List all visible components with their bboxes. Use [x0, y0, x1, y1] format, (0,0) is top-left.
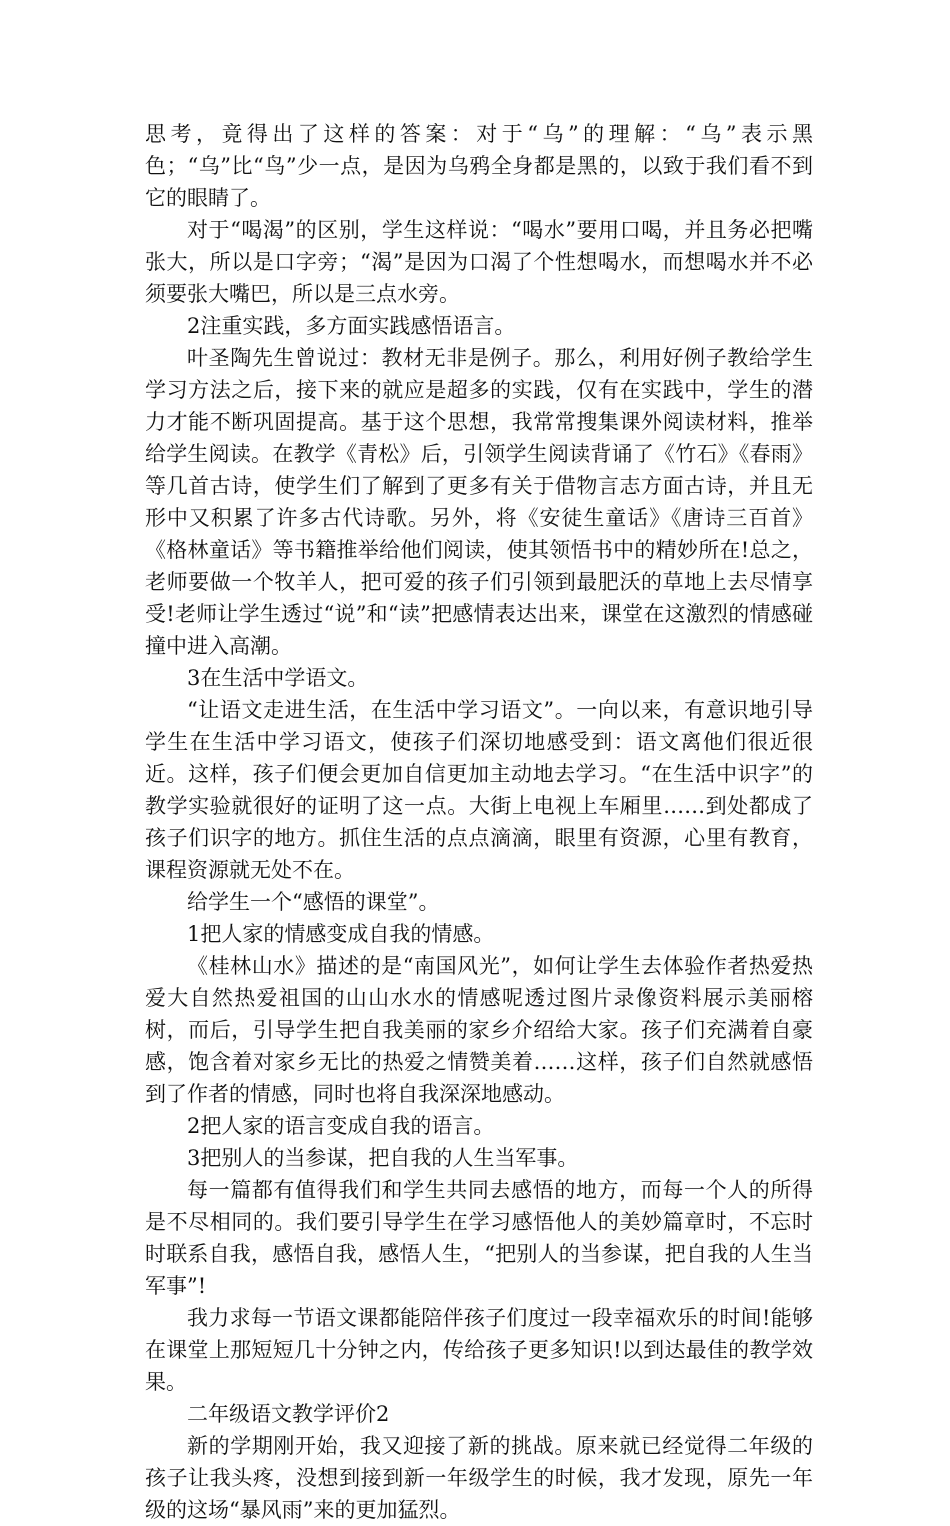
section-heading: 1把人家的情感变成自我的情感。 [187, 922, 495, 946]
document-title: 二年级语文教学评价2 [187, 1402, 390, 1426]
section-heading: 2注重实践，多方面实践感悟语言。 [187, 314, 516, 338]
section-heading: 3把别人的当参谋，把自我的人生当军事。 [187, 1146, 579, 1170]
document-page [145, 118, 813, 1526]
paragraph: 《桂林山水》描述的是“南国风光”，如何让学生去体验作者热爱热爱大自然热爱祖国的山山水水的情感呢透过图片录像资料展示美丽榕树，而后，引导学生把自我美丽的家乡介绍给大家。孩子们充满着自豪感，饱含着对家乡无比的热爱之情赞美着……这样，孩子们自然就感悟到了作者的情感，同时也将自我深深地感动。 [145, 954, 813, 1106]
paragraph: 新的学期刚开始，我又迎接了新的挑战。原来就已经觉得二年级的孩子让我头疼，没想到接到新一年级学生的时候，我才发现，原先一年级的这场“暴风雨”来的更加猛烈。 [145, 1434, 813, 1522]
paragraph: “让语文走进生活，在生活中学习语文”。一向以来，有意识地引导学生在生活中学习语文，使孩子们深切地感受到：语文离他们很近很近。这样，孩子们便会更加自信更加主动地去学习。“在生活中识字”的教学实验就很好的证明了这一点。大街上电视上车厢里……到处都成了孩子们识字的地方。抓住生活的点点滴滴，眼里有资源，心里有教育，课程资源就无处不在。 [145, 698, 813, 882]
section-heading: 给学生一个“感悟的课堂”。 [187, 890, 440, 914]
section-heading: 3在生活中学语文。 [187, 666, 369, 690]
section-heading: 2把人家的语言变成自我的语言。 [187, 1114, 495, 1138]
paragraph: 我力求每一节语文课都能陪伴孩子们度过一段幸福欢乐的时间!能够在课堂上那短短几十分钟之内，传给孩子更多知识!以到达最佳的教学效果。 [145, 1306, 813, 1394]
paragraph: 叶圣陶先生曾说过：教材无非是例子。那么，利用好例子教给学生学习方法之后，接下来的就应是超多的实践，仅有在实践中，学生的潜力才能不断巩固提高。基于这个思想，我常常搜集课外阅读材料，推举给学生阅读。在教学《青松》后，引领学生阅读背诵了《竹石》《春雨》等几首古诗，使学生们了解到了更多有关于借物言志方面古诗，并且无形中又积累了许多古代诗歌。另外，将《安徒生童话》《唐诗三百首》《格林童话》等书籍推举给他们阅读，使其领悟书中的精妙所在!总之，老师要做一个牧羊人，把可爱的孩子们引领到最肥沃的草地上去尽情享受!老师让学生透过“说”和“读”把感情表达出来，课堂在这激烈的情感碰撞中进入高潮。 [145, 346, 813, 658]
paragraph-continued: 思考，竟得出了这样的答案：对于“乌”的理解：“乌”表示黑色；“乌”比“鸟”少一点，是因为乌鸦全身都是黑的，以致于我们看不到它的眼睛了。 [145, 122, 813, 210]
paragraph: 对于“喝渴”的区别，学生这样说：“喝水”要用口喝，并且务必把嘴张大，所以是口字旁；“渴”是因为口渴了个性想喝水，而想喝水并不必须要张大嘴巴，所以是三点水旁。 [145, 218, 813, 306]
paragraph: 每一篇都有值得我们和学生共同去感悟的地方，而每一个人的所得是不尽相同的。我们要引导学生在学习感悟他人的美妙篇章时，不忘时时联系自我，感悟自我，感悟人生，“把别人的当参谋，把自我的人生当军事”! [145, 1178, 813, 1298]
